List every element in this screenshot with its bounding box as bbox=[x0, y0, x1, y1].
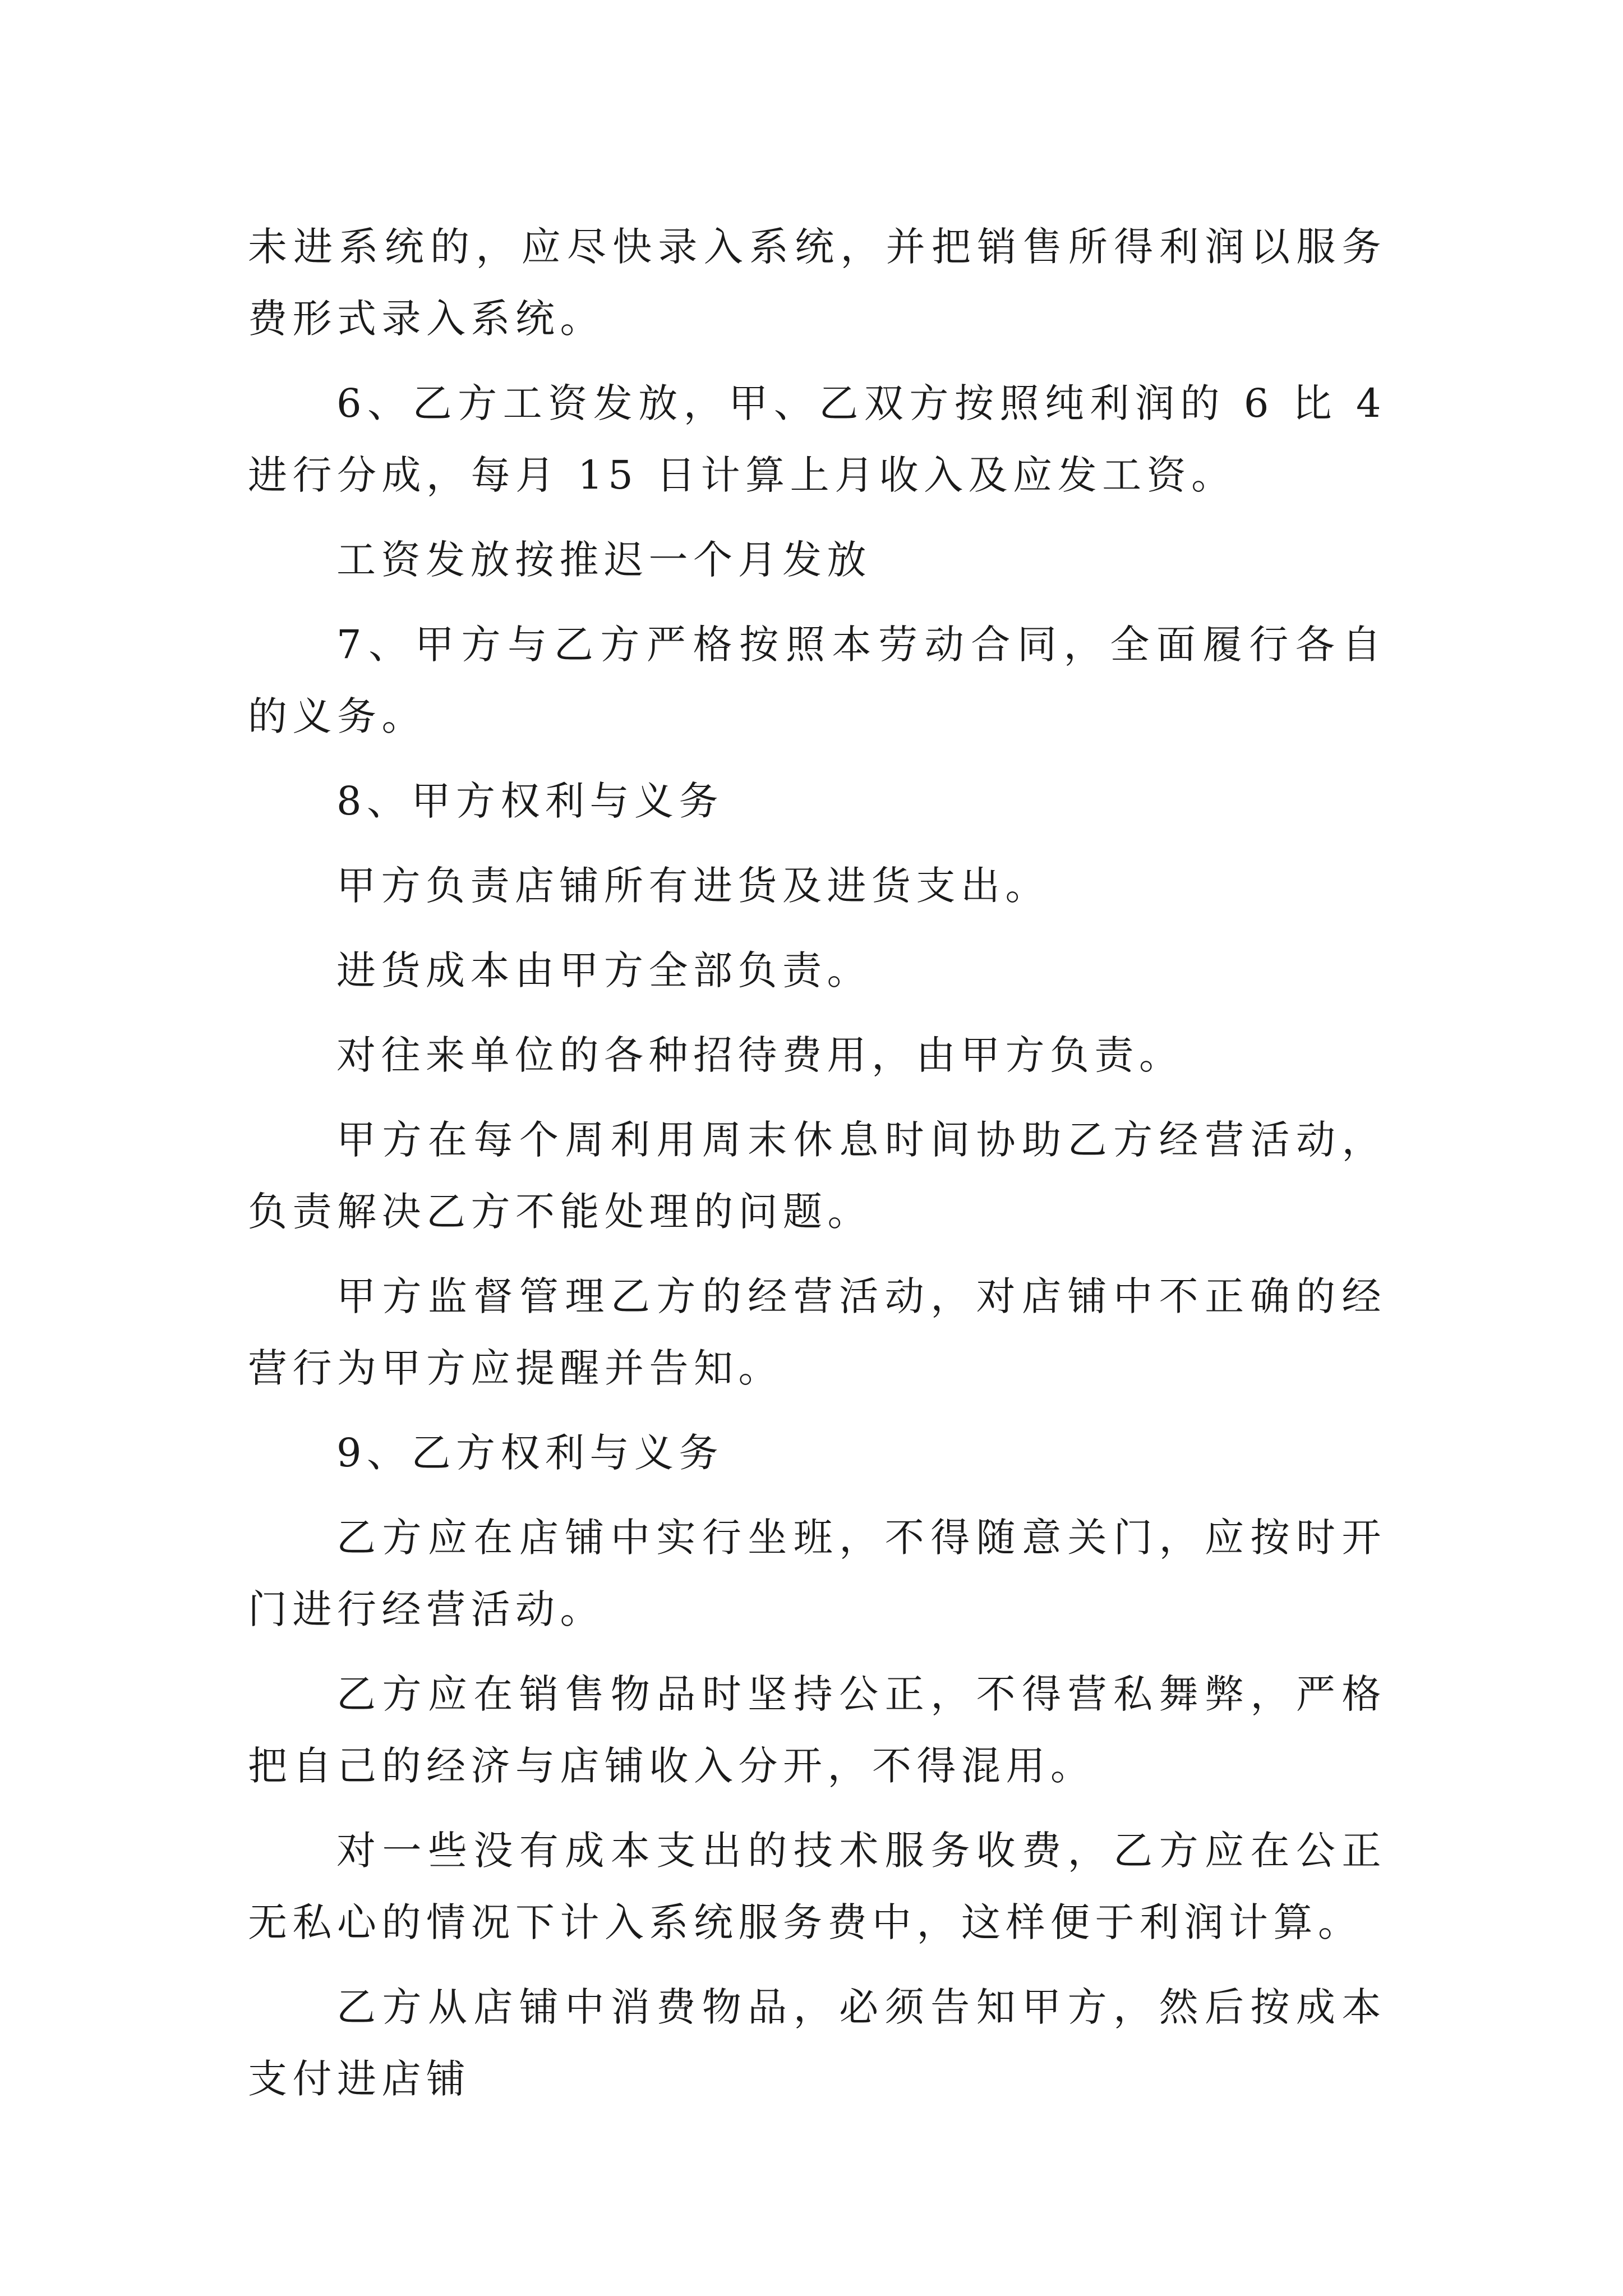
paragraph-party-b-service-fee: 对一些没有成本支出的技术服务收费，乙方应在公正无私心的情况下计入系统服务费中，这样便于利润计算。 bbox=[248, 1828, 1386, 1945]
paragraph-party-b-consumption: 乙方从店铺中消费物品，必须告知甲方，然后按成本支付进店铺 bbox=[248, 1984, 1386, 2102]
paragraph-party-b-fairness: 乙方应在销售物品时坚持公正，不得营私舞弊，严格把自己的经济与店铺收入分开，不得混用。 bbox=[248, 1671, 1386, 1789]
paragraph-continuation: 未进系统的，应尽快录入系统，并把销售所得利润以服务费形式录入系统。 bbox=[248, 224, 1386, 342]
document-page bbox=[248, 211, 1386, 2128]
paragraph-clause-8-heading: 8、甲方权利与义务 bbox=[336, 778, 724, 824]
paragraph-party-b-attendance: 乙方应在店铺中实行坐班，不得随意关门，应按时开门进行经营活动。 bbox=[248, 1515, 1386, 1632]
paragraph-party-a-weekend: 甲方在每个周利用周末休息时间协助乙方经营活动，负责解决乙方不能处理的问题。 bbox=[248, 1117, 1386, 1235]
paragraph-clause-6: 6、乙方工资发放，甲、乙双方按照纯利润的 6 比 4 进行分成，每月 15 日计算上月收入及应发工资。 bbox=[248, 380, 1386, 498]
paragraph-clause-7: 7、甲方与乙方严格按照本劳动合同，全面履行各自的义务。 bbox=[248, 622, 1386, 739]
paragraph-clause-9-heading: 9、乙方权利与义务 bbox=[336, 1430, 724, 1476]
paragraph-party-a-cost: 进货成本由甲方全部负责。 bbox=[336, 947, 872, 993]
paragraph-salary-delay: 工资发放按推迟一个月发放 bbox=[336, 537, 872, 583]
paragraph-party-a-entertainment: 对往来单位的各种招待费用，由甲方负责。 bbox=[336, 1032, 1184, 1078]
paragraph-party-a-supervision: 甲方监督管理乙方的经营活动，对店铺中不正确的经营行为甲方应提醒并告知。 bbox=[248, 1273, 1386, 1391]
paragraph-party-a-purchasing: 甲方负责店铺所有进货及进货支出。 bbox=[336, 863, 1050, 909]
